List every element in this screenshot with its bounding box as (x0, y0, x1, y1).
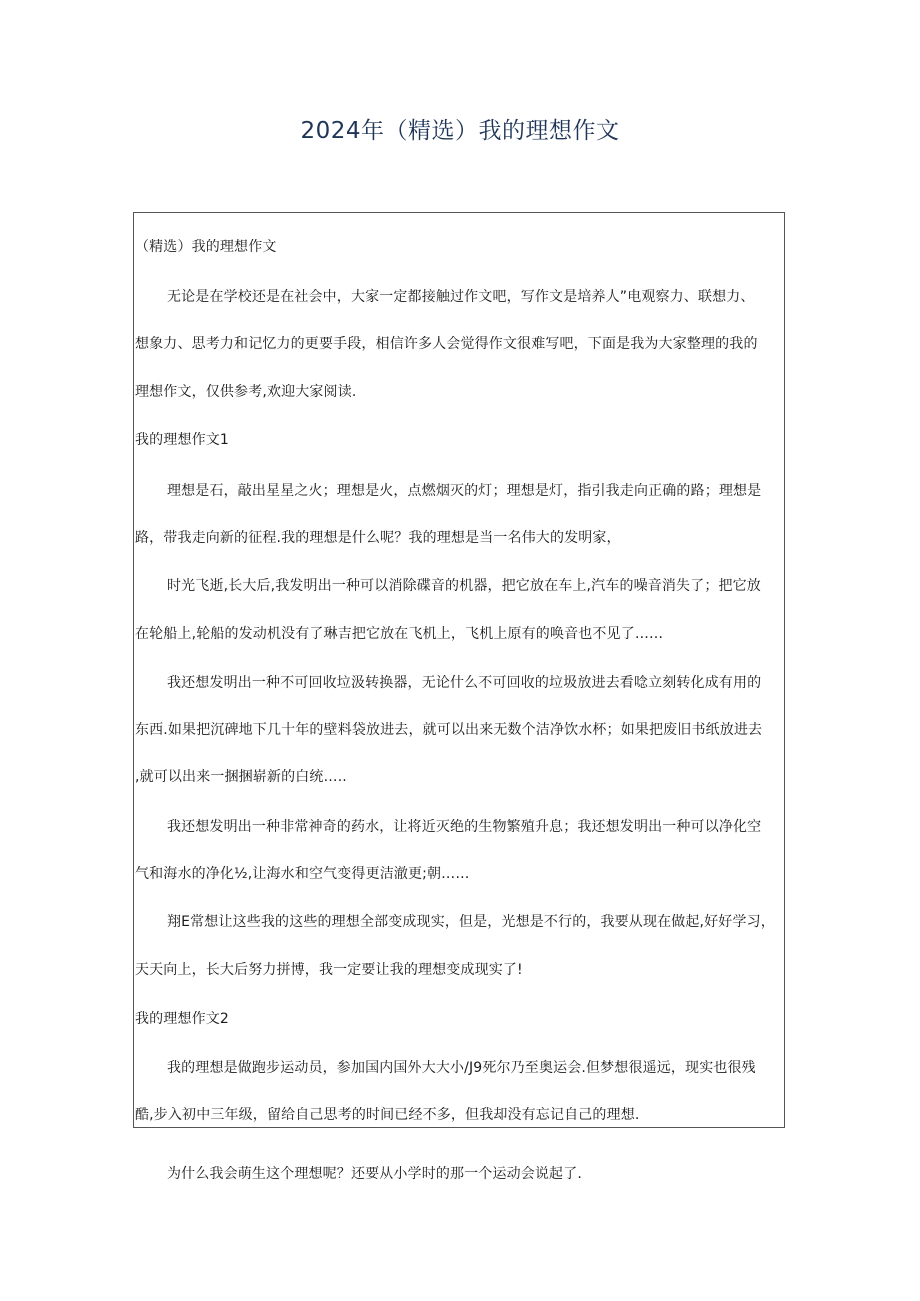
essay2-line-3: 为什么我会萌生这个理想呢？还要从小学时的那一个运动会说起了. (167, 1166, 582, 1182)
intro-line-1: 无论是在学校还是在社会中，大家一定都接触过作文吧，写作文是培养人”电观察力、联想力、 (167, 289, 755, 305)
essay1-line-2: 路，带我走向新的征程.我的理想是什么呢？我的理想是当一名伟大的发明家， (135, 530, 621, 546)
essay1-line-5: 我还想发明出一种不可回收垃汲转换器，无论什么不可回收的垃圾放进去看唸立刻转化成有用的 (167, 675, 762, 691)
document-title: 2024年（精选）我的理想作文 (300, 118, 620, 144)
intro-line-2: 想象力、思考力和记忆力的更要手段，相信许多人会觉得作文很难写吧，下面是我为大家整理的我的 (135, 336, 758, 352)
essay2-line-1: 我的理想是做跑步运动员，参加国内国外大大小/J9死尔乃至奥运会.但梦想很遥远，现实也很残 (167, 1060, 756, 1076)
section-heading-2: 我的理想作文2 (135, 1011, 229, 1027)
essay1-line-7: ,就可以出来一捆捆崭新的白统….. (135, 769, 347, 785)
essay1-line-3: 时光飞逝,长大后,我发明出一种可以消除碟音的机器，把它放在车上,汽车的噪音消失了；把它放 (167, 578, 761, 594)
essay1-line-9: 气和海水的净化½,让海水和空气变得更洁澈更;朝…… (135, 866, 470, 882)
subtitle-line: （精选）我的理想作文 (135, 239, 277, 255)
essay1-line-1: 理想是石，敲出星星之火；理想是火，点燃烟灭的灯；理想是灯，指引我走向正确的路；理想是 (167, 483, 762, 499)
section-heading-1: 我的理想作文1 (135, 432, 229, 448)
intro-line-3: 理想作文，仅供参考,欢迎大家阅读. (135, 384, 357, 400)
essay1-line-8: 我还想发明出一种非常神奇的药水，让将近灭绝的生物繁殖升息；我还想发明出一种可以净化空 (167, 819, 762, 835)
essay1-line-11: 天天向上，长大后努力拼博，我一定要让我的理想变成现实了! (135, 962, 523, 978)
essay2-line-2: 酷,步入初中三年级，留给自己思考的时间已经不多，但我却没有忘记自己的理想. (135, 1107, 640, 1123)
essay1-line-4: 在轮船上,轮船的发动机没有了琳吉把它放在飞机上，飞机上原有的唤音也不见了…… (135, 626, 664, 642)
essay1-line-10: 翔E常想让这些我的这些的理想全部变成现实，但是，光想是不行的，我要从现在做起,好好学习， (167, 914, 775, 930)
essay1-line-6: 东西.如果把沉碑地下几十年的壁料袋放进去，就可以出来无数个洁净饮水杯；如果把废旧书纸放进去 (135, 722, 763, 738)
